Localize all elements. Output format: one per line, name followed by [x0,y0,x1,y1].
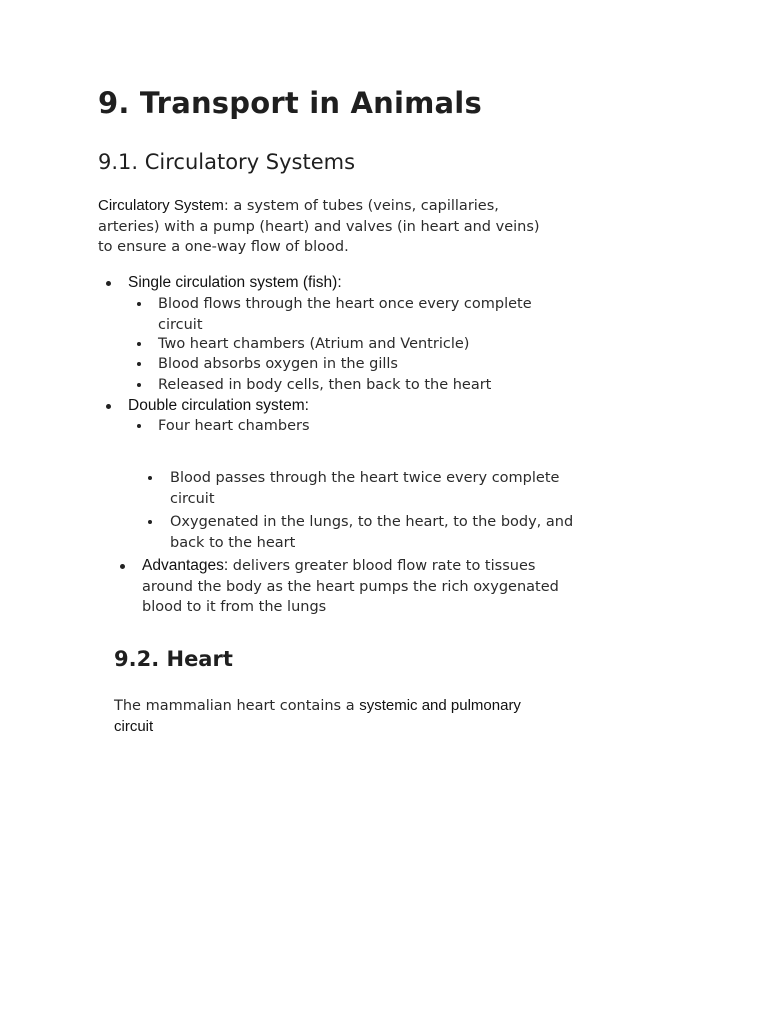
bullet-icon [137,383,141,387]
bullet-icon [106,404,111,409]
list-item-text: circuit [158,316,203,333]
circulatory-system-definition [98,196,618,258]
advantages-text: around the body as the heart pumps the rich oxygenated [142,578,559,595]
list-item [148,512,573,553]
bullet-icon [137,424,141,428]
list-item-text: Blood absorbs oxygen in the gills [158,356,398,372]
definition-term: Circulatory System [98,197,224,214]
heart-intro-term: circuit [114,717,154,735]
advantages-text: delivers greater blood flow rate to tissues [232,558,536,574]
list-item-text: Oxygenated in the lungs, to the heart, to the body, and [170,514,574,530]
bullet-icon [106,281,111,286]
bullet-icon [137,342,141,346]
definition-line: arteries) with a pump (heart) and valves (in heart and veins) [98,218,540,235]
bullet-icon [148,476,152,480]
definition-line [98,196,618,217]
list-item-text: Four heart chambers [158,418,310,434]
list-item [137,416,310,437]
double-circulation-label: Double circulation system: [128,397,309,414]
list-item [148,468,559,509]
list-item-advantages [120,556,559,618]
list-item-single-circulation [106,273,342,294]
definition-colon: : [223,198,229,214]
definition-line: to ensure a one-way flow of blood. [98,239,349,255]
list-item [137,334,469,355]
section-heading-circulatory-systems: 9.1. Circulatory Systems [98,150,356,174]
heart-intro-paragraph [114,696,614,737]
definition-text: a system of tubes (veins, capillaries, [233,198,499,214]
list-item-text: Blood passes through the heart twice every complete [170,470,560,486]
list-item-text: Two heart chambers (Atrium and Ventricle) [158,336,470,352]
advantages-label: Advantages: [142,557,229,574]
single-circulation-label: Single circulation system (fish) [128,274,338,291]
single-circulation-colon: : [337,274,342,291]
section-heading-heart: 9.2. Heart [114,647,233,671]
heart-intro-term: systemic and pulmonary [359,697,521,714]
bullet-icon [137,362,141,366]
list-item-text: circuit [170,490,215,507]
bullet-icon [120,564,125,569]
bullet-icon [137,302,141,306]
list-item [137,354,398,375]
list-item [137,294,532,335]
list-item-text: Released in body cells, then back to the heart [158,377,492,393]
bullet-icon [148,520,152,524]
list-item-text: Blood flows through the heart once every complete [158,296,532,312]
list-item-double-circulation [106,396,309,417]
page-title: 9. Transport in Animals [98,86,482,120]
advantages-text: blood to it from the lungs [142,599,327,615]
list-item [137,375,491,396]
list-item-text: back to the heart [170,534,296,551]
heart-intro-text: The mammalian heart contains a [114,698,355,714]
